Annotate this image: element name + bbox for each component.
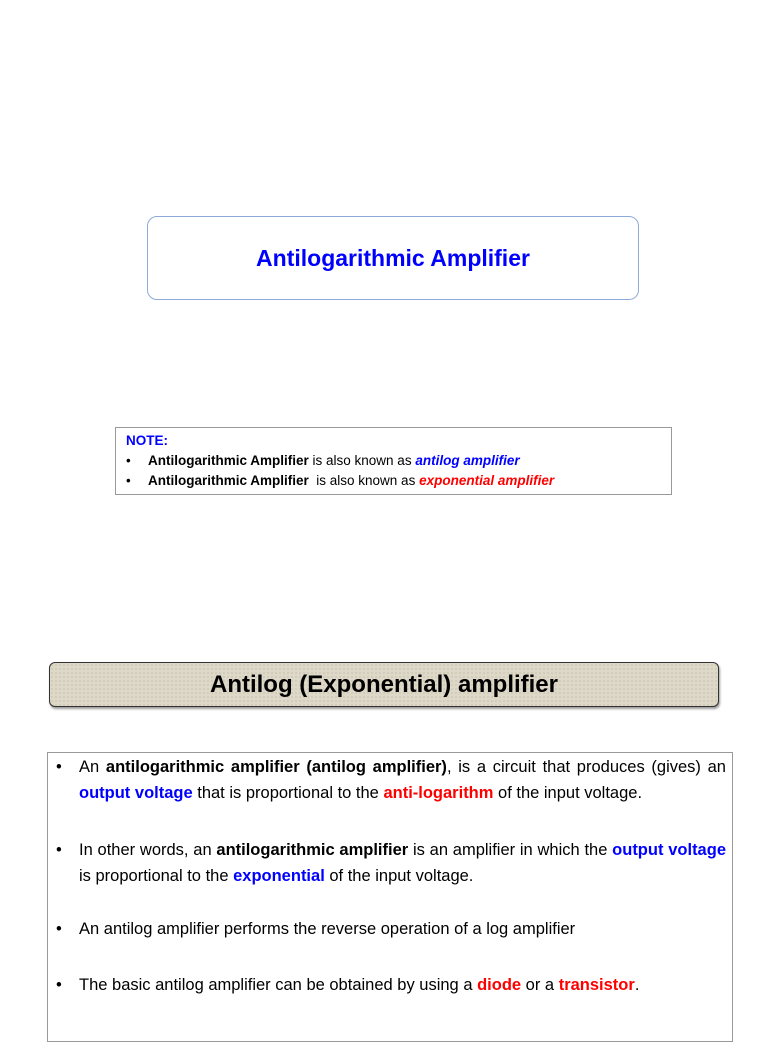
text: is proportional to the [79, 867, 234, 885]
note-text: is also known as [308, 453, 416, 468]
highlight-exponential: exponential [233, 867, 325, 885]
note-label: NOTE: [126, 433, 168, 448]
section-heading-bar [49, 662, 719, 707]
text: is an amplifier in which the [408, 841, 613, 859]
highlight-output-voltage: output voltage [79, 784, 193, 802]
note-term: Antilogarithmic Amplifier [148, 473, 309, 488]
note-line [126, 451, 661, 471]
term: antilogarithmic amplifier (antilog amplifier) [105, 758, 447, 776]
bullet-item [56, 916, 726, 942]
text: An antilog amplifier performs the reverse operation of a log amplifier [79, 920, 576, 938]
bullet: • [126, 473, 131, 488]
content-box [47, 752, 733, 1042]
note-line [126, 471, 661, 491]
text: The basic antilog amplifier can be obtained by using a [79, 976, 478, 994]
note-term: Antilogarithmic Amplifier [148, 453, 309, 468]
highlight-output-voltage: output voltage [612, 841, 726, 859]
bullet-item [56, 754, 726, 806]
note-highlight-antilog: antilog amplifier [415, 453, 520, 468]
bullet-item [56, 972, 726, 998]
bullet: • [56, 976, 62, 994]
section-heading: Antilog (Exponential) amplifier [209, 670, 558, 698]
text: that is proportional to the [192, 784, 384, 802]
text: or a [521, 976, 559, 994]
bullet: • [56, 920, 62, 938]
text: In other words, an [79, 841, 217, 859]
bullet: • [56, 758, 62, 776]
text: . [634, 976, 640, 994]
text: , is a circuit that produces (gives) an [446, 758, 726, 776]
highlight-transistor: transistor [558, 976, 635, 994]
bullet: • [126, 453, 131, 468]
term: antilogarithmic amplifier [216, 841, 409, 859]
note-text: is also known as [308, 473, 420, 488]
text: of the input voltage. [324, 867, 474, 885]
highlight-diode: diode [477, 976, 522, 994]
title-box [147, 216, 639, 300]
slide-title: Antilogarithmic Amplifier [256, 244, 530, 271]
highlight-anti-logarithm: anti-logarithm [383, 784, 494, 802]
bullet: • [56, 841, 62, 859]
bullet-item [56, 837, 726, 889]
note-box [115, 427, 672, 495]
text: An [79, 758, 106, 776]
text: of the input voltage. [493, 784, 643, 802]
note-highlight-exponential: exponential amplifier [419, 473, 555, 488]
